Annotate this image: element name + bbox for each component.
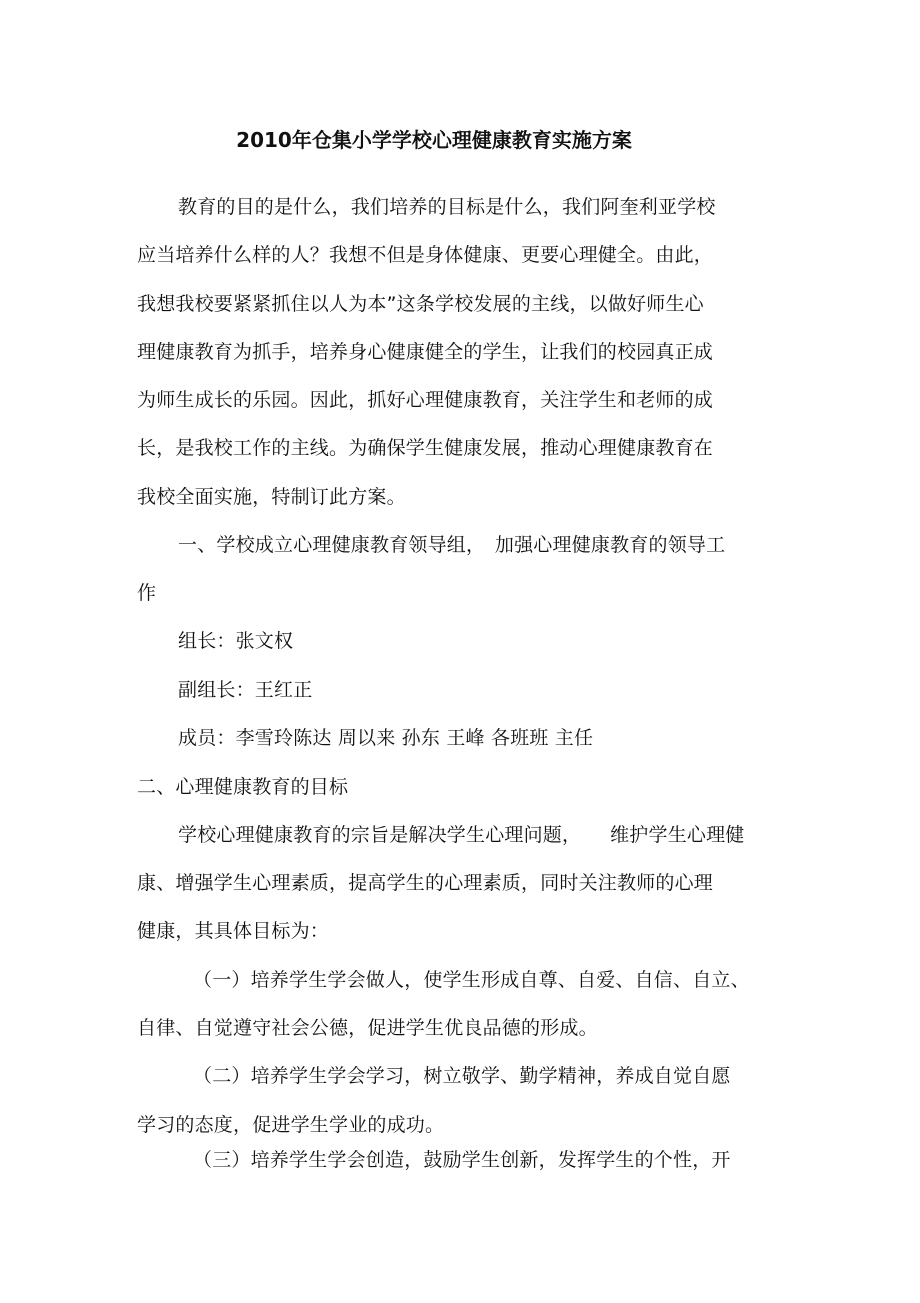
group-leader: 组长：张文权: [178, 630, 294, 652]
document-title: 2010年仓集小学学校心理健康教育实施方案: [236, 128, 632, 152]
section-heading-2: 二、心理健康教育的目标: [137, 776, 349, 798]
group-members: 成员：李雪玲陈达 周以来 孙东 王峰 各班班 主任: [178, 727, 594, 749]
goal-2-line-1: （二）培养学生学会学习，树立敬学、勤学精神，养成自觉自愿: [193, 1065, 731, 1087]
paragraph-line-5: 为师生成长的乐园。因此，抓好心理健康教育，关注学生和老师的成: [137, 389, 714, 411]
section-heading-1: 一、学校成立心理健康教育领导组， 加强心理健康教育的领导工: [178, 534, 726, 556]
goal-2-line-2: 学习的态度，促进学生学业的成功。: [137, 1114, 445, 1136]
paragraph-line-7: 我校全面实施，特制订此方案。: [137, 486, 406, 508]
paragraph-line-10: 健康，其具体目标为：: [137, 920, 330, 942]
paragraph-line-4: 理健康教育为抓手，培养身心健康健全的学生，让我们的校园真正成: [137, 341, 714, 363]
paragraph-line-8: 学校心理健康教育的宗旨是解决学生心理问题， 维护学生心理健: [178, 824, 745, 846]
paragraph-line-9: 康、增强学生心理素质，提高学生的心理素质，同时关注教师的心理: [137, 872, 714, 894]
deputy-group-leader: 副组长：王红正: [178, 679, 313, 701]
goal-3-line-1: （三）培养学生学会创造，鼓励学生创新，发挥学生的个性，开: [193, 1149, 731, 1171]
section-heading-1-continued: 作: [137, 582, 157, 604]
goal-1-line-1: （一）培养学生学会做人，使学生形成自尊、自爱、自信、自立、: [193, 969, 750, 991]
paragraph-line-3: 我想我校要紧紧抓住以人为本”这条学校发展的主线，以做好师生心: [137, 293, 704, 315]
paragraph-line-1: 教育的目的是什么，我们培养的目标是什么，我们阿奎利亚学校: [178, 196, 716, 218]
paragraph-line-2: 应当培养什么样的人？我想不但是身体健康、更要心理健全。由此，: [137, 244, 714, 266]
goal-1-line-2: 自律、自觉遵守社会公德，促进学生优良品德的形成。: [137, 1017, 598, 1039]
paragraph-line-6: 长，是我校工作的主线。为确保学生健康发展，推动心理健康教育在: [137, 437, 714, 459]
